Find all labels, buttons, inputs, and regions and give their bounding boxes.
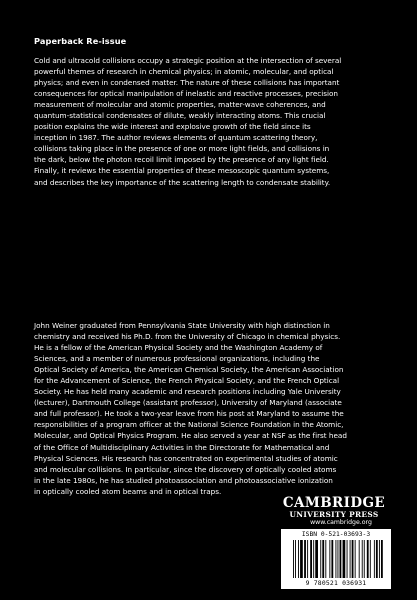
barcode-image: [293, 540, 383, 578]
barcode-bar: [355, 540, 356, 578]
summary-line: measurement of molecular and atomic properties, matter-wave coherences, and: [34, 100, 326, 110]
summary-line: quantum-statistical condensates of dilute, weakly interacting atoms. This crucial: [34, 111, 326, 121]
bio-line: of the Office of Multidisciplinary Activities in the Directorate for Mathematical and: [34, 442, 330, 452]
publisher-logo: [278, 497, 390, 519]
bio-line: Physical Sciences. His research has concentrated on experimental studies of atomic: [34, 453, 338, 463]
publisher-url: www.cambridge.org: [310, 519, 372, 526]
barcode-bar: [359, 540, 360, 578]
summary-line: Cold and ultracold collisions occupy a strategic position at the intersection of several: [34, 56, 342, 65]
barcode-bar: [335, 540, 336, 578]
bio-line: Molecular, and Optical Physics Program. He also served a year at NSF as the first head: [34, 431, 347, 441]
barcode-bar: [352, 540, 354, 578]
barcode-bar: [295, 540, 296, 578]
barcode-bar: [329, 540, 330, 578]
bio-line: in the late 1980s, he has studied photoassociation and photoassociative ionization: [34, 475, 333, 485]
barcode-bar: [367, 540, 369, 578]
publisher-subtitle: UNIVERSITY PRESS: [289, 510, 379, 519]
bio-line: responsibilities of a program officer at the National Science Foundation in the Atomic,: [34, 420, 344, 430]
bio-line: Optical Society of America, the American Chemical Society, the American Association: [34, 365, 344, 375]
bio-line: Sciences, and a member of numerous professional organizations, including the: [34, 354, 320, 364]
barcode-bar: [364, 540, 365, 578]
author-biography: [34, 320, 390, 497]
summary-line: and describes the key importance of the scattering length to condensate stability.: [34, 177, 331, 187]
barcode-bar: [379, 540, 380, 578]
barcode-bar: [325, 540, 326, 578]
summary-line: collisions taking place in the presence of one or more light fields, and collisions in: [34, 144, 330, 154]
barcode-bar: [322, 540, 324, 578]
barcode-bar: [370, 540, 371, 578]
bio-line: in optically cooled atom beams and in optical traps.: [34, 486, 222, 496]
summary-line: inception in 1987. The author reviews elements of quantum scattering theory,: [34, 133, 318, 143]
bio-line: and full professor). He took a two-year leave from his post at Maryland to assume the: [34, 409, 344, 419]
summary-line: the dark, below the photon recoil limit imposed by the presence of any light field.: [34, 155, 329, 165]
barcode-bar: [307, 540, 308, 578]
barcode-bar: [320, 540, 321, 578]
barcode-bar: [374, 540, 375, 578]
barcode-bar: [331, 540, 333, 578]
summary-line: position explains the wide interest and explosive growth of the field since its: [34, 122, 311, 132]
reissue-label: Paperback Re-issue: [34, 36, 127, 46]
bio-line: John Weiner graduated from Pennsylvania State University with high distinction in: [34, 321, 330, 330]
barcode-bar: [304, 540, 306, 578]
barcode-bar: [362, 540, 363, 578]
bio-line: (lecturer), Dartmouth College (assistant professor), University of Maryland (associate: [34, 398, 342, 408]
summary-line: consequences for optical manipulation of inelastic and reactive processes, precision: [34, 89, 338, 99]
summary-line: physics; and even in condensed matter. The nature of these collisions has important: [34, 78, 340, 88]
bio-line: chemistry and received his Ph.D. from the University of Chicago in chemical physics.: [34, 332, 341, 342]
barcode-bar: [350, 540, 351, 578]
summary-line: powerful themes of research in chemical physics; in atomic, molecular, and optical: [34, 67, 334, 77]
publisher-name: CAMBRIDGE: [282, 495, 386, 511]
barcode-bar: [381, 540, 383, 578]
barcode-bar: [298, 540, 299, 578]
barcode-bar: [310, 540, 312, 578]
barcode-panel: [281, 529, 391, 589]
isbn-label: ISBN 0-521-03693-3: [301, 531, 371, 538]
summary-line: Finally, it reviews the essential properties of these mesoscopic quantum systems,: [34, 166, 330, 176]
barcode-bar: [337, 540, 338, 578]
bio-line: and molecular collisions. In particular, since the discovery of optically cooled atoms: [34, 464, 337, 474]
barcode-number: 9 780521 036931: [305, 579, 367, 587]
barcode-bar: [376, 540, 378, 578]
bio-line: for the Advancement of Science, the French Physical Society, and the French Optical: [34, 376, 340, 386]
barcode-bar: [300, 540, 303, 578]
barcode-bar: [293, 540, 294, 578]
barcode-bar: [313, 540, 314, 578]
barcode-bar: [347, 540, 348, 578]
bio-line: He is a fellow of the American Physical Society and the Washington Academy of: [34, 343, 323, 353]
book-summary: [34, 55, 390, 188]
barcode-bar: [315, 540, 318, 578]
barcode-bar: [340, 540, 342, 578]
bio-line: Society. He has held many academic and research positions including Yale University: [34, 387, 341, 397]
barcode-bar: [343, 540, 346, 578]
